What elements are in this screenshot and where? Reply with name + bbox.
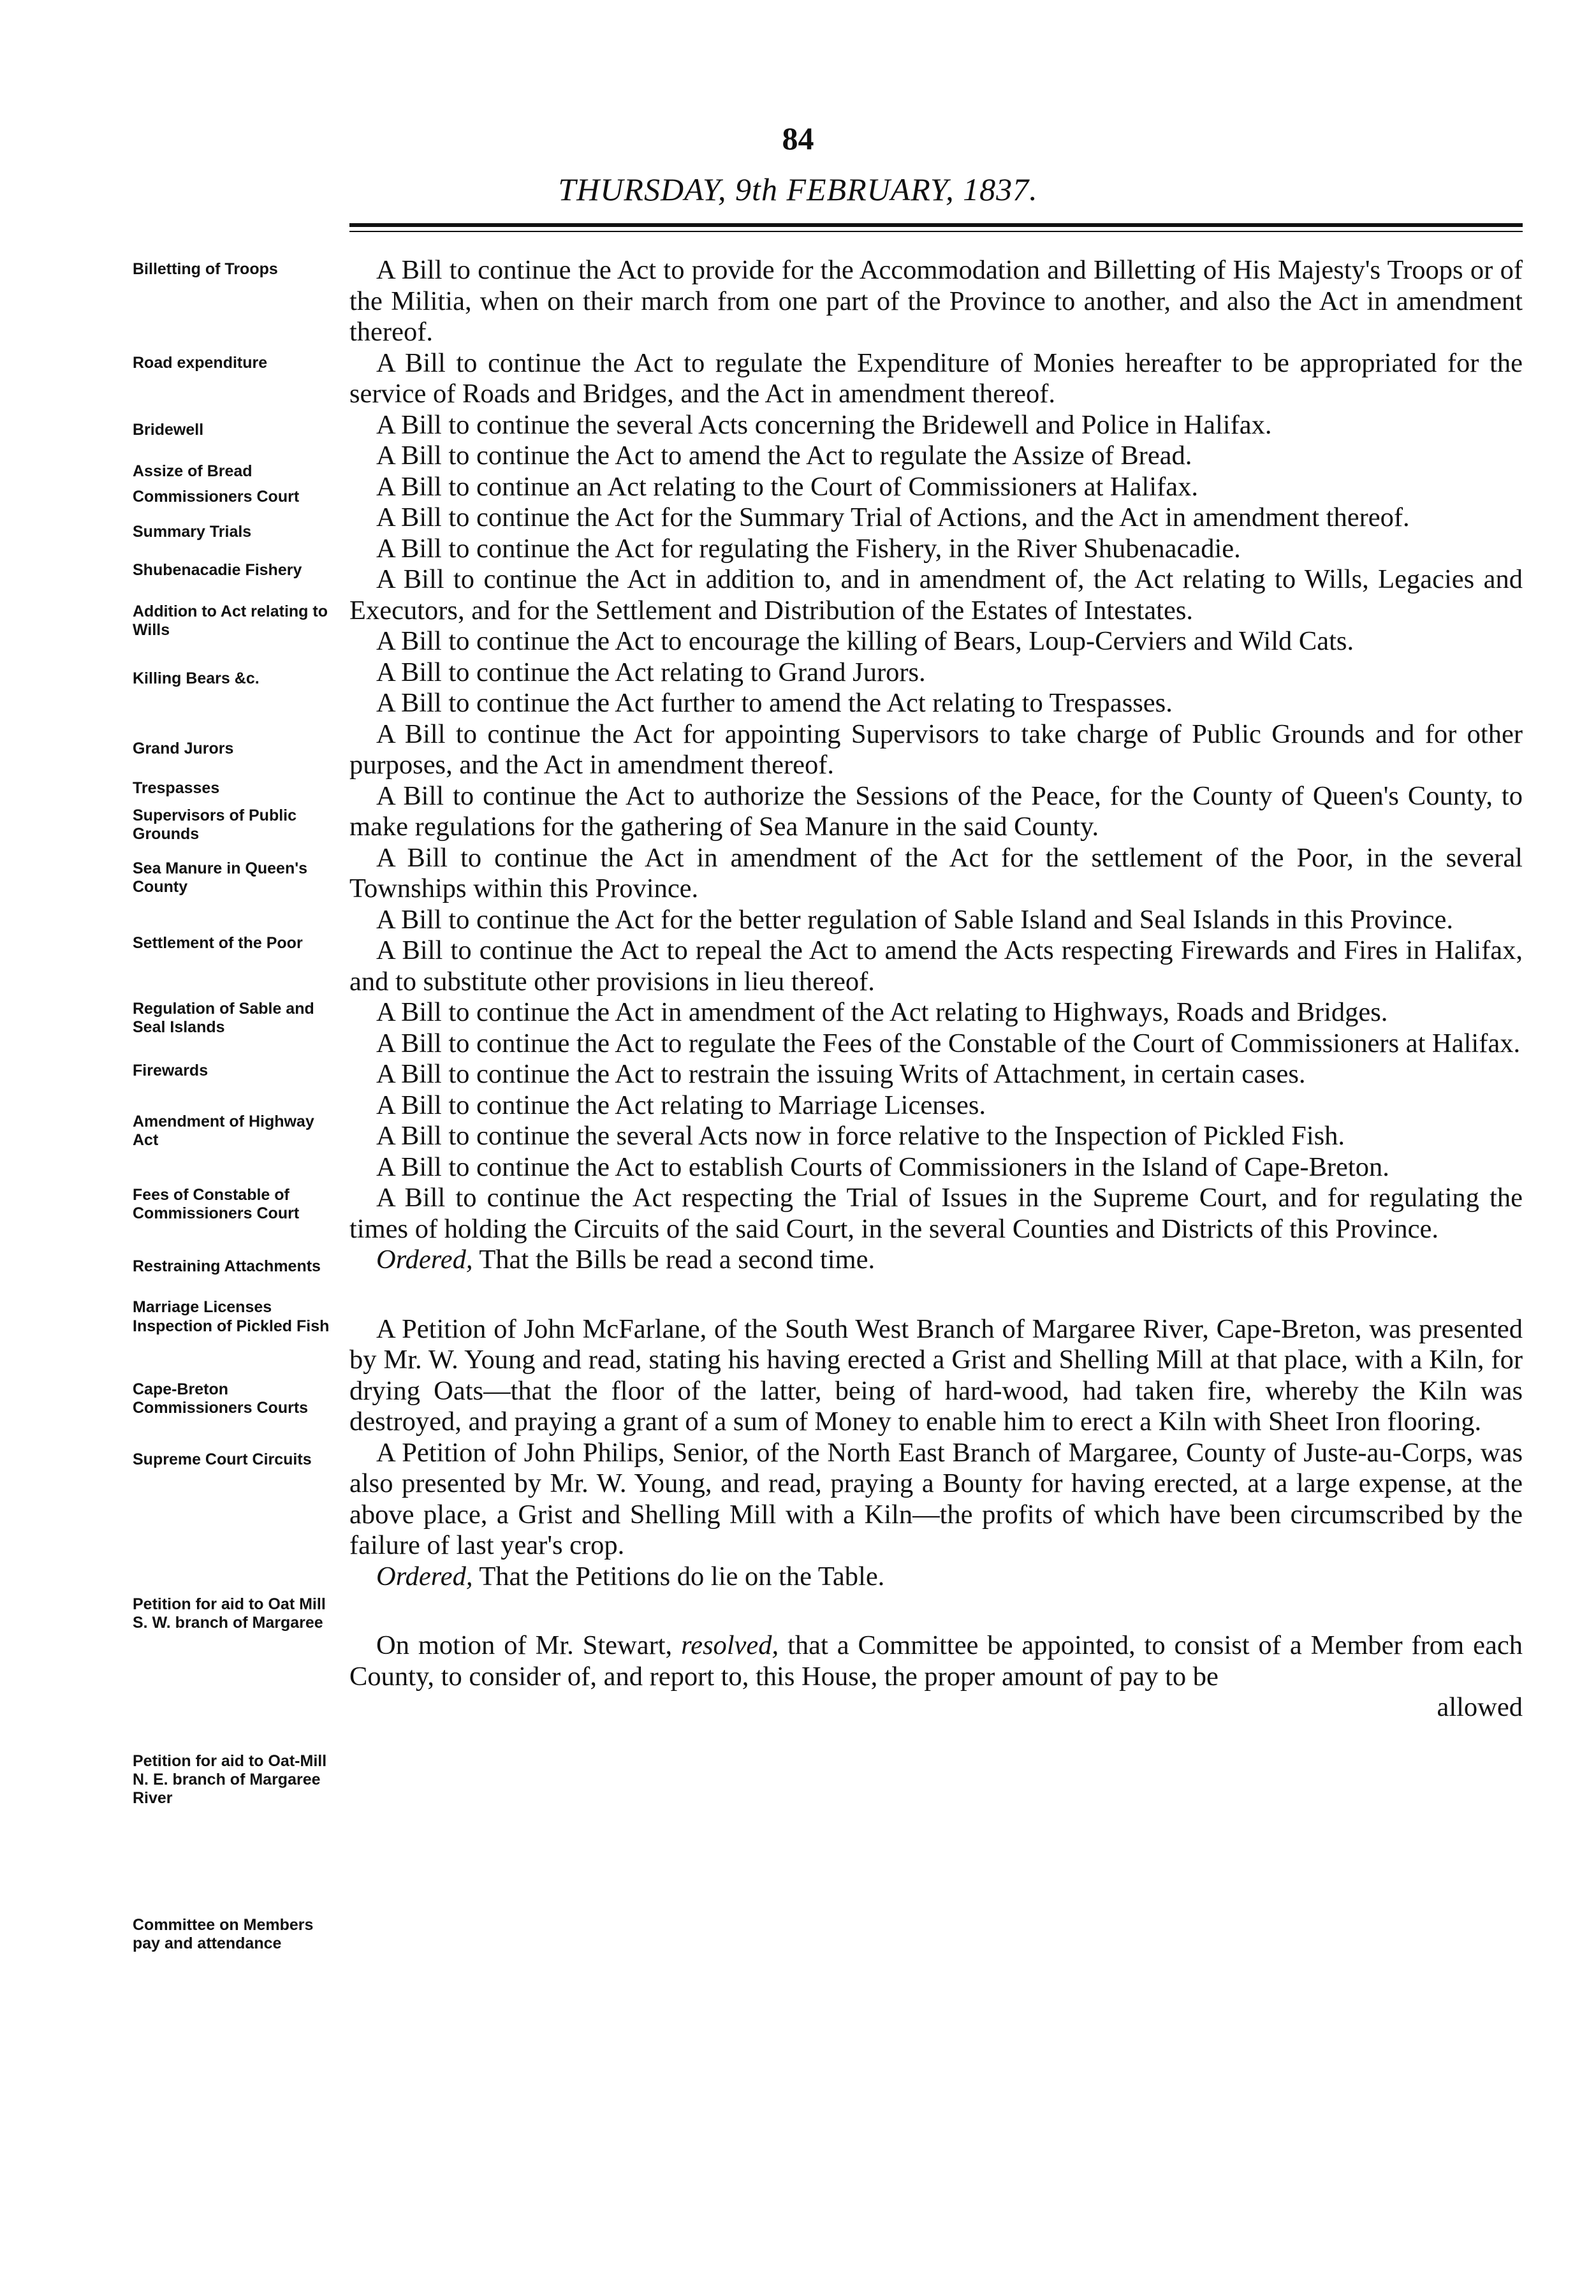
margin-note: Regulation of Sable and Seal Islands xyxy=(133,1000,314,1036)
paragraph: A Bill to continue the Act to regulate the Fees of the Constable of the Court of Commissioners at Halifax. xyxy=(376,1028,1521,1058)
paragraph: A Bill to continue the Act respecting the Trial of Issues in the Supreme Court, and for regulating the times of holding the Circuits of the said Court, in the several Counties and Districts of this Province. xyxy=(349,1183,1523,1244)
margin-note: Petition for aid to Oat Mill S. W. branch of Margaree xyxy=(133,1595,326,1632)
paragraph: A Petition of John Philips, Senior, of the North East Branch of Margaree, County of Juste-au-Corps, was also presented by Mr. W. Young, and read, praying a Bounty for having erected, at a large expense, at the above place, a Grist and Shelling Mill with a Kiln—the profits of which have been circumscribed by the failure of last year's crop. xyxy=(349,1437,1523,1560)
committee-paragraph xyxy=(349,1630,1523,1692)
margin-note: Commissioners Court xyxy=(133,488,300,506)
margin-note: Supervisors of Public Grounds xyxy=(133,807,297,843)
page-number: 84 xyxy=(782,121,814,156)
margin-note: Road expenditure xyxy=(133,354,268,372)
ordered-paragraph xyxy=(349,1561,1523,1593)
header-rule xyxy=(349,223,1523,232)
margin-note: Trespasses xyxy=(133,779,220,797)
margin-note: Billetting of Troops xyxy=(133,260,278,278)
margin-note: Firewards xyxy=(133,1062,209,1079)
margin-note: Shubenacadie Fishery xyxy=(133,561,302,579)
margin-note: Summary Trials xyxy=(133,523,252,541)
margin-note: Cape-Breton Commissioners Courts xyxy=(133,1380,309,1417)
paragraph: A Bill to continue the Act for the Summary Trial of Actions, and the Act in amendment thereof. xyxy=(376,502,1410,532)
paragraph: A Bill to continue the Act to restrain the issuing Writs of Attachment, in certain cases. xyxy=(376,1059,1306,1089)
ordered-text: That the Petitions do lie on the Table. xyxy=(472,1561,885,1591)
ordered-lead: Ordered, xyxy=(376,1245,473,1275)
paragraph: A Bill to continue the Act further to amend the Act relating to Trespasses. xyxy=(376,688,1173,718)
ordered-lead: Ordered, xyxy=(376,1561,473,1591)
margin-note: Committee on Members pay and attendance xyxy=(133,1916,314,1952)
committee-text-post: that a Committee be appointed, to consist of a Member from each County, to consider of, and report to, this House, the proper amount of pay to be xyxy=(349,1630,1523,1692)
paragraph: A Bill to continue the Act to provide for the Accommodation and Billetting of His Majesty's Troops or of the Militia, when on their march from one part of the Province to another, and also the Act in amendment thereof. xyxy=(349,255,1523,347)
margin-note: Petition for aid to Oat-Mill N. E. branch of Margaree River xyxy=(133,1752,327,1807)
paragraph: A Bill to continue the Act for regulating the Fishery, in the River Shubenacadie. xyxy=(376,533,1241,564)
paragraph: A Bill to continue the Act for the better regulation of Sable Island and Seal Islands in this Province. xyxy=(376,904,1454,935)
margin-note: Supreme Court Circuits xyxy=(133,1451,312,1468)
paragraph: A Bill to continue the Act in amendment of the Act for the settlement of the Poor, in the several Townships within this Province. xyxy=(349,842,1523,903)
margin-note: Grand Jurors xyxy=(133,740,234,757)
body-text xyxy=(349,255,1523,1723)
margin-note: Addition to Act relating to Wills xyxy=(133,603,328,639)
paragraph: A Bill to continue the Act to authorize the Sessions of the Peace, for the County of Queen's County, to make regulations for the gathering of Sea Manure in the said County. xyxy=(349,780,1523,842)
committee-text-pre: On motion of Mr. Stewart, xyxy=(376,1630,682,1660)
paragraph: A Bill to continue the several Acts concerning the Bridewell and Police in Halifax. xyxy=(376,409,1272,440)
paragraph: A Bill to continue the Act in amendment of the Act relating to Highways, Roads and Bridges. xyxy=(376,997,1388,1027)
margin-note: Restraining Attachments xyxy=(133,1257,321,1275)
paragraph: A Bill to continue an Act relating to the Court of Commissioners at Halifax. xyxy=(376,471,1198,502)
catchword: allowed xyxy=(1437,1692,1523,1722)
paragraph: A Bill to continue the Act to amend the Act to regulate the Assize of Bread. xyxy=(376,441,1192,471)
margin-note: Fees of Constable of Commissioners Court xyxy=(133,1186,300,1222)
paragraph: A Bill to continue the Act to encourage the killing of Bears, Loup-Cerviers and Wild Cats. xyxy=(376,626,1354,656)
paragraph: A Bill to continue the Act relating to Grand Jurors. xyxy=(376,657,926,687)
margin-note: Marriage Licenses xyxy=(133,1298,272,1316)
ordered-text: That the Bills be read a second time. xyxy=(472,1245,875,1275)
margin-note: Bridewell xyxy=(133,421,204,439)
margin-note: Amendment of Highway Act xyxy=(133,1113,314,1149)
page-header-date: THURSDAY, 9th FEBRUARY, 1837. xyxy=(558,172,1038,207)
paragraph: A Bill to continue the Act for appointing Supervisors to take charge of Public Grounds and for other purposes, and the Act in amendment thereof. xyxy=(349,719,1523,780)
ordered-paragraph xyxy=(349,1245,1523,1276)
paragraph: A Bill to continue the Act in addition to, and in amendment of, the Act relating to Wills, Legacies and Executors, and for the Settlement and Distribution of the Estates of Intestates. xyxy=(349,564,1523,625)
margin-note: Killing Bears &c. xyxy=(133,669,260,687)
margin-note: Inspection of Pickled Fish xyxy=(133,1317,330,1335)
paragraph: A Bill to continue the Act to establish Courts of Commissioners in the Island of Cape-Breton. xyxy=(376,1152,1389,1182)
paragraph: A Bill to continue the Act to repeal the Act to amend the Acts respecting Firewards and Fires in Halifax, and to substitute other provisions in lieu thereof. xyxy=(349,935,1523,997)
margin-note: Assize of Bread xyxy=(133,462,253,480)
margin-note: Sea Manure in Queen's County xyxy=(133,859,308,896)
margin-note: Settlement of the Poor xyxy=(133,934,303,952)
paragraph: A Petition of John McFarlane, of the South West Branch of Margaree River, Cape-Breton, was presented by Mr. W. Young and read, stating his having erected a Grist and Shelling Mill at that place, with a Kiln, for drying Oats—that the floor of the latter, being of hard-wood, had taken fire, whereby the Kiln was destroyed, and praying a grant of a sum of Money to enable him to erect a Kiln with Sheet Iron flooring. xyxy=(349,1313,1523,1437)
paragraph: A Bill to continue the Act relating to Marriage Licenses. xyxy=(376,1090,986,1120)
resolved-word: resolved, xyxy=(681,1630,779,1660)
paragraph: A Bill to continue the several Acts now in force relative to the Inspection of Pickled Fish. xyxy=(376,1121,1345,1151)
paragraph: A Bill to continue the Act to regulate the Expenditure of Monies hereafter to be appropriated for the service of Roads and Bridges, and the Act in amendment thereof. xyxy=(349,347,1523,409)
